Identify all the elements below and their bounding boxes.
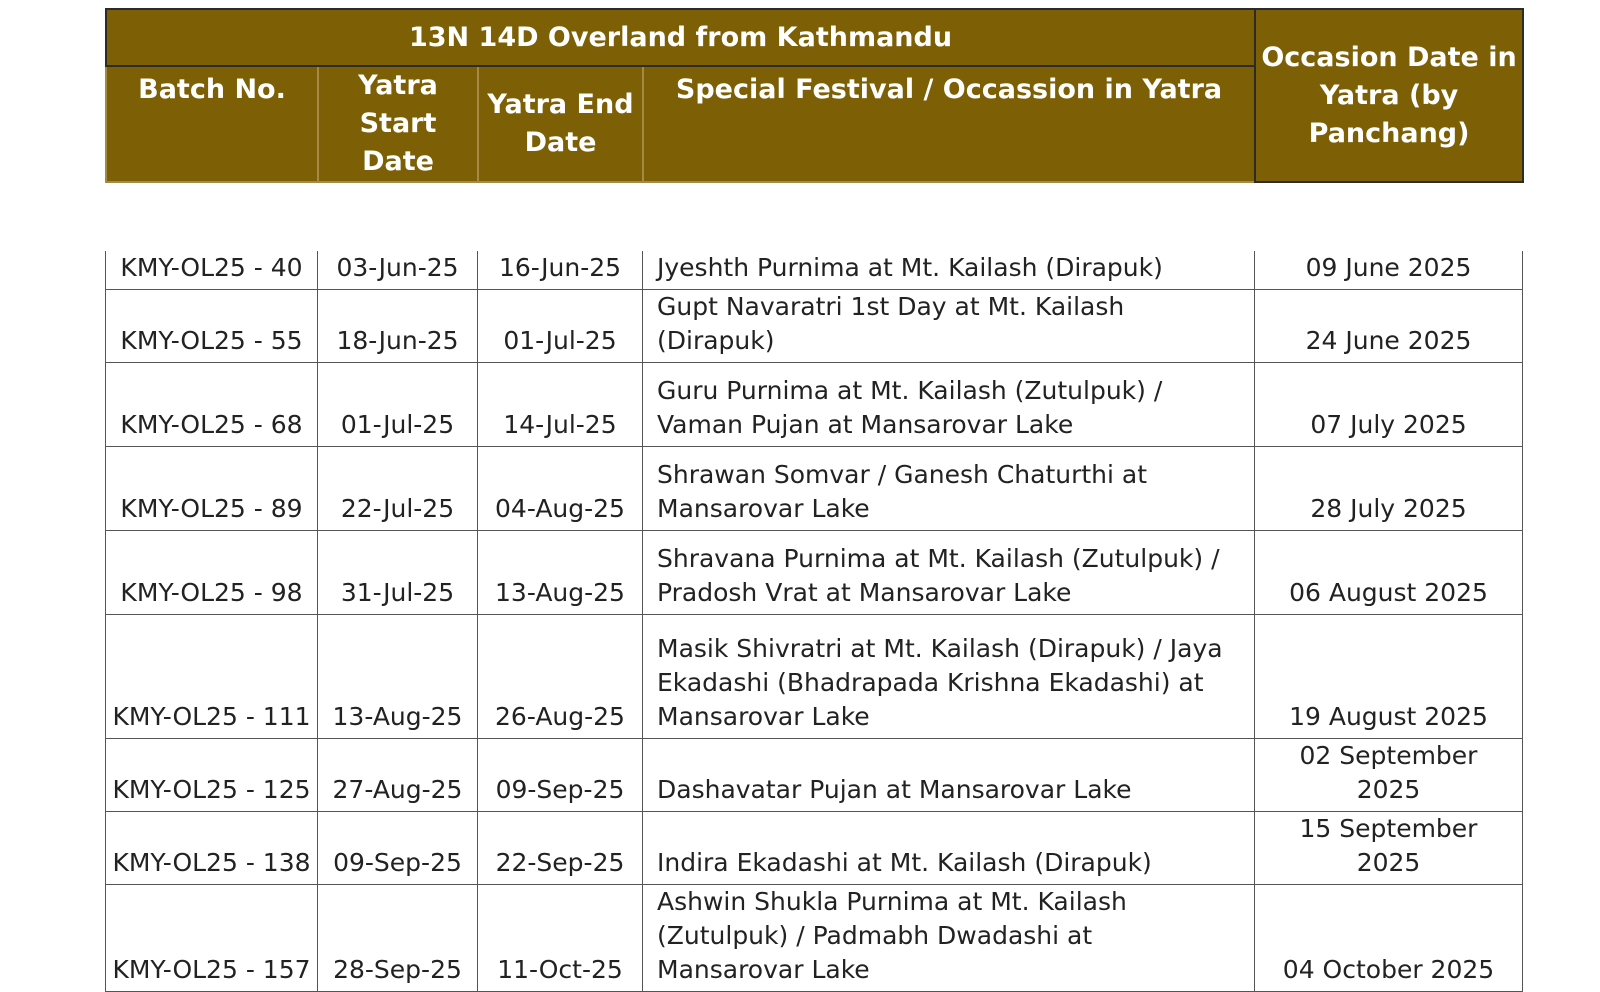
occasion-date-cell: 15 September 2025 bbox=[1255, 812, 1523, 885]
table-row bbox=[106, 251, 1523, 290]
header-start-date: Yatra Start Date bbox=[318, 66, 478, 182]
batch-cell: KMY-OL25 - 111 bbox=[106, 615, 318, 739]
occasion-date-cell: 02 September 2025 bbox=[1255, 739, 1523, 812]
end-date-cell: 04-Aug-25 bbox=[478, 447, 643, 531]
end-date-cell: 16-Jun-25 bbox=[478, 251, 643, 290]
end-date-cell: 26-Aug-25 bbox=[478, 615, 643, 739]
header-batch-no: Batch No. bbox=[106, 66, 318, 182]
end-date-cell: 01-Jul-25 bbox=[478, 290, 643, 363]
end-date-cell: 11-Oct-25 bbox=[478, 885, 643, 992]
end-date-cell: 13-Aug-25 bbox=[478, 531, 643, 615]
table-row bbox=[106, 447, 1523, 531]
start-date-cell: 27-Aug-25 bbox=[318, 739, 478, 812]
end-date-cell: 22-Sep-25 bbox=[478, 812, 643, 885]
batch-cell: KMY-OL25 - 68 bbox=[106, 363, 318, 447]
occasion-date-cell: 06 August 2025 bbox=[1255, 531, 1523, 615]
batch-cell: KMY-OL25 - 40 bbox=[106, 251, 318, 290]
schedule-table bbox=[105, 251, 1523, 992]
festival-cell: Dashavatar Pujan at Mansarovar Lake bbox=[643, 739, 1255, 812]
festival-cell: Shrawan Somvar / Ganesh Chaturthi at Mansarovar Lake bbox=[643, 447, 1255, 531]
start-date-cell: 01-Jul-25 bbox=[318, 363, 478, 447]
table-row bbox=[106, 812, 1523, 885]
start-date-cell: 18-Jun-25 bbox=[318, 290, 478, 363]
table-row bbox=[106, 885, 1523, 992]
occasion-date-cell: 24 June 2025 bbox=[1255, 290, 1523, 363]
table-title: 13N 14D Overland from Kathmandu bbox=[106, 9, 1255, 66]
occasion-date-cell: 07 July 2025 bbox=[1255, 363, 1523, 447]
table-row bbox=[106, 739, 1523, 812]
table-row bbox=[106, 615, 1523, 739]
start-date-cell: 13-Aug-25 bbox=[318, 615, 478, 739]
batch-cell: KMY-OL25 - 125 bbox=[106, 739, 318, 812]
festival-cell: Gupt Navaratri 1st Day at Mt. Kailash (Dirapuk) bbox=[643, 290, 1255, 363]
end-date-cell: 14-Jul-25 bbox=[478, 363, 643, 447]
batch-cell: KMY-OL25 - 98 bbox=[106, 531, 318, 615]
header-festival: Special Festival / Occassion in Yatra bbox=[643, 66, 1255, 182]
festival-cell: Indira Ekadashi at Mt. Kailash (Dirapuk) bbox=[643, 812, 1255, 885]
festival-cell: Guru Purnima at Mt. Kailash (Zutulpuk) / Vaman Pujan at Mansarovar Lake bbox=[643, 363, 1255, 447]
start-date-cell: 31-Jul-25 bbox=[318, 531, 478, 615]
start-date-cell: 28-Sep-25 bbox=[318, 885, 478, 992]
occasion-date-cell: 28 July 2025 bbox=[1255, 447, 1523, 531]
table-row bbox=[106, 363, 1523, 447]
occasion-date-cell: 19 August 2025 bbox=[1255, 615, 1523, 739]
occasion-date-cell: 09 June 2025 bbox=[1255, 251, 1523, 290]
batch-cell: KMY-OL25 - 138 bbox=[106, 812, 318, 885]
festival-cell: Masik Shivratri at Mt. Kailash (Dirapuk) / Jaya Ekadashi (Bhadrapada Krishna Ekadashi) at Mansarovar Lake bbox=[643, 615, 1255, 739]
start-date-cell: 03-Jun-25 bbox=[318, 251, 478, 290]
batch-cell: KMY-OL25 - 157 bbox=[106, 885, 318, 992]
header-occasion-date: Occasion Date in Yatra (by Panchang) bbox=[1255, 9, 1523, 182]
header-end-date: Yatra End Date bbox=[478, 66, 643, 182]
occasion-date-cell: 04 October 2025 bbox=[1255, 885, 1523, 992]
start-date-cell: 22-Jul-25 bbox=[318, 447, 478, 531]
festival-cell: Shravana Purnima at Mt. Kailash (Zutulpuk) / Pradosh Vrat at Mansarovar Lake bbox=[643, 531, 1255, 615]
table-row bbox=[106, 290, 1523, 363]
end-date-cell: 09-Sep-25 bbox=[478, 739, 643, 812]
start-date-cell: 09-Sep-25 bbox=[318, 812, 478, 885]
festival-cell: Jyeshth Purnima at Mt. Kailash (Dirapuk) bbox=[643, 251, 1255, 290]
festival-cell: Ashwin Shukla Purnima at Mt. Kailash (Zutulpuk) / Padmabh Dwadashi at Mansarovar Lake bbox=[643, 885, 1255, 992]
header-table bbox=[105, 8, 1524, 183]
batch-cell: KMY-OL25 - 55 bbox=[106, 290, 318, 363]
batch-cell: KMY-OL25 - 89 bbox=[106, 447, 318, 531]
table-row bbox=[106, 531, 1523, 615]
